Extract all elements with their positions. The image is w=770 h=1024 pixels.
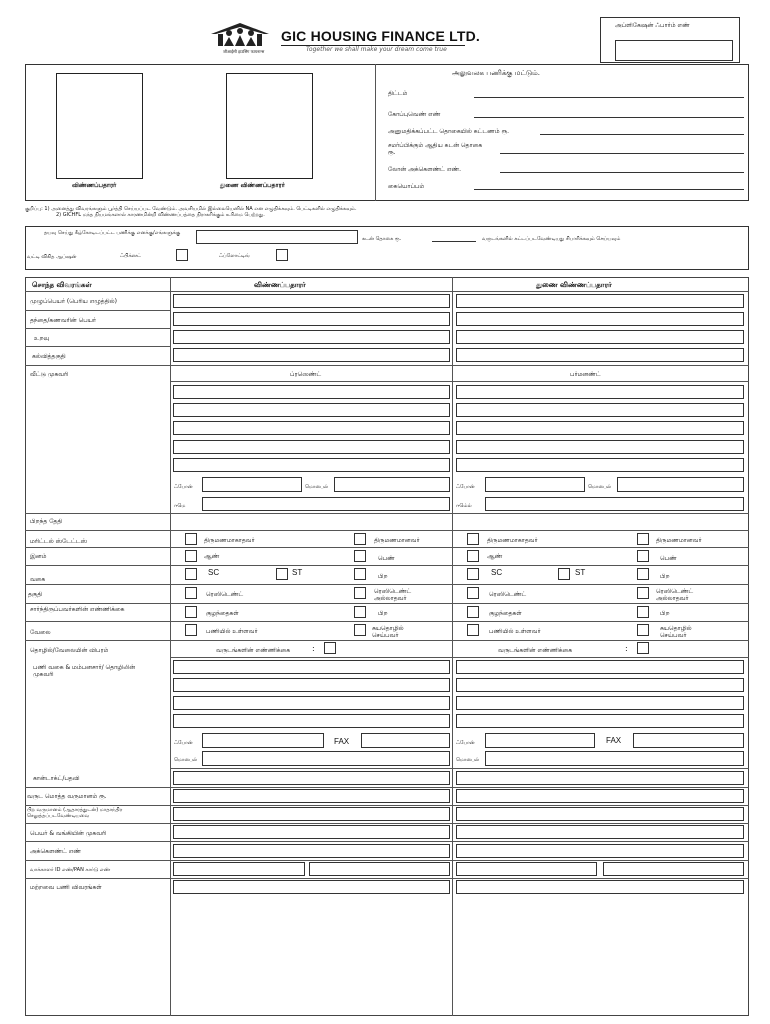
applicant-office-address-4[interactable] xyxy=(173,714,450,728)
label-marital-status: மரிட்டல் ஸ்டேட்டஸ் xyxy=(30,538,88,545)
company-name: GIC HOUSING FINANCE LTD. xyxy=(281,28,480,44)
applicant-email-label: ஈமெ xyxy=(174,503,186,509)
label-bank: பெயர் & வங்கியின் முகவரி xyxy=(30,830,107,837)
row-divider xyxy=(25,346,170,347)
row-divider xyxy=(25,328,170,329)
co-applicant-other-details-input[interactable] xyxy=(456,880,744,894)
row-divider xyxy=(170,381,749,382)
co-applicant-years-input[interactable] xyxy=(637,642,649,654)
applicant-resident-checkbox[interactable] xyxy=(185,587,197,599)
applicant-other-dependents-label: பிற xyxy=(378,610,388,617)
applicant-male-checkbox[interactable] xyxy=(185,550,197,562)
row-divider xyxy=(25,805,749,806)
co-applicant-fax-input[interactable] xyxy=(633,733,744,748)
co-applicant-other-dependents-label: பிற xyxy=(660,610,670,617)
floating-rate-checkbox[interactable] xyxy=(276,249,288,261)
co-applicant-resident-label: ரெஸிடெண்ட் xyxy=(489,591,527,598)
co-applicant-office-phone-input[interactable] xyxy=(485,733,595,748)
label-other-income: பிற வருமானம் (ஆதாரத்துடன்) மாதாந்திர செலுத்தப்படவேண்டியவை xyxy=(27,807,123,819)
applicant-office-address-2[interactable] xyxy=(173,678,450,692)
label-relation: உறவு xyxy=(34,335,50,342)
co-applicant-voter-id-input[interactable] xyxy=(456,862,597,876)
co-applicant-permanent-address-label: பர்மனண்ட் xyxy=(570,371,601,378)
applicant-married-label: திருமணமானவர் xyxy=(374,537,420,544)
row-divider xyxy=(25,860,749,861)
label-occupation: வேலை xyxy=(30,629,51,636)
label-education: கல்வித்தகுதி xyxy=(32,353,66,360)
application-number-input[interactable] xyxy=(615,40,733,61)
loan-amount-line[interactable] xyxy=(432,241,476,242)
co-applicant-photo-label: துணை விண்ணப்பதாரர் xyxy=(220,182,285,189)
applicant-photo-label: விண்ணப்பதாரர் xyxy=(72,182,117,189)
row-divider xyxy=(25,640,749,641)
personal-details-heading: சொந்த விவரங்கள் xyxy=(32,281,92,289)
co-applicant-children-label: குழந்தைகள் xyxy=(489,610,522,617)
applicant-other-category-checkbox[interactable] xyxy=(354,568,366,580)
office-field-loan-amount: சமர்ப்பிக்கும் ஆதிய கடன் தொகை ரூ. xyxy=(388,142,483,156)
loan-purpose-input[interactable] xyxy=(196,230,358,244)
co-applicant-other-category-label: பிற xyxy=(660,573,670,580)
applicant-present-address-label: ப்ரஸெண்ட் xyxy=(290,371,322,378)
office-file-no-line[interactable] xyxy=(474,117,744,118)
co-applicant-email-input[interactable] xyxy=(485,497,744,511)
note-line-2: 2) GICHFL மந்த நியமங்களால் காரணமின்றி விண்ணப்பத்தை நிராகரிக்கும் உரிமை பெற்றது. xyxy=(56,212,265,218)
row-divider xyxy=(25,547,749,548)
office-fee-line[interactable] xyxy=(540,134,744,135)
co-applicant-address-line-5[interactable] xyxy=(456,458,744,472)
co-applicant-other-dependents-checkbox[interactable] xyxy=(637,606,649,618)
applicant-sc-label: SC xyxy=(208,568,220,577)
co-applicant-column-heading: துணை விண்ணப்பதாரர் xyxy=(536,281,612,289)
co-applicant-phone-input[interactable] xyxy=(485,477,585,492)
application-number-label: அப்ளிகேஷன் ஃபார்ம் எண் xyxy=(615,22,690,29)
top-section-divider xyxy=(375,64,376,201)
applicant-unmarried-label: திருமணமாகாதவர் xyxy=(204,537,255,544)
application-number-panel xyxy=(600,17,740,63)
applicant-office-address-3[interactable] xyxy=(173,696,450,710)
applicant-address-line-3[interactable] xyxy=(173,421,450,435)
office-loan-amount-line[interactable] xyxy=(500,153,744,154)
co-applicant-married-label: திருமணமானவர் xyxy=(656,537,702,544)
label-address: வீட்டு முகவரி xyxy=(30,371,69,378)
co-applicant-education-input[interactable] xyxy=(456,348,744,362)
applicant-voter-id-input[interactable] xyxy=(173,862,305,876)
applicant-email-input[interactable] xyxy=(202,497,450,511)
applicant-st-checkbox[interactable] xyxy=(276,568,288,580)
co-applicant-mobile-label: மொபைல் xyxy=(588,484,612,490)
applicant-office-mobile-label: மொபைல் xyxy=(174,757,198,763)
co-applicant-male-label: ஆண் xyxy=(487,553,503,560)
row-divider xyxy=(25,565,749,566)
applicant-self-employed-label: சுயதொழில் செய்பவர் xyxy=(372,625,404,639)
label-contact: கான்டாக்ட்/பதவி xyxy=(33,775,80,782)
row-divider xyxy=(170,657,749,658)
applicant-salaried-label: பணியில் உள்ளவர் xyxy=(206,628,258,635)
office-field-scheme: திட்டம் xyxy=(388,90,408,97)
row-divider xyxy=(170,768,749,769)
co-applicant-address-line-3[interactable] xyxy=(456,421,744,435)
co-applicant-other-category-checkbox[interactable] xyxy=(637,568,649,580)
co-applicant-photo-box[interactable] xyxy=(226,73,313,179)
applicant-address-line-1[interactable] xyxy=(173,385,450,399)
fixed-rate-checkbox[interactable] xyxy=(176,249,188,261)
co-applicant-office-mobile-input[interactable] xyxy=(485,751,744,766)
applicant-relation-input[interactable] xyxy=(173,330,450,344)
applicant-office-phone-input[interactable] xyxy=(202,733,324,748)
applicant-account-input[interactable] xyxy=(173,844,450,858)
loan-amount-label: கடன் தொகை ரூ. xyxy=(362,236,402,242)
applicant-full-name-input[interactable] xyxy=(173,294,450,308)
co-applicant-years-label: வருடங்களின் எண்ணிக்கை xyxy=(498,647,573,654)
loan-period-label: வருடங்களில் கட்டப்படவேண்டியது சிபாரிக்கவும் செய்யவும் xyxy=(482,236,621,242)
applicant-other-category-label: பிற xyxy=(378,573,388,580)
applicant-female-label: பெண் xyxy=(378,555,395,562)
co-applicant-office-address-3[interactable] xyxy=(456,696,744,710)
table-col-divider-1 xyxy=(170,277,171,1016)
applicant-income-input[interactable] xyxy=(173,789,450,803)
applicant-st-label: ST xyxy=(292,568,303,577)
applicant-office-phone-label: ஃபோன் xyxy=(174,740,193,746)
company-logo xyxy=(209,22,271,52)
note-line-1: குறிப்பு: 1) அனைத்து விவரங்களும் பூர்த்தி செய்யப்பட வேண்டும். அவசியமில் இல்லையெனில் NA என எழுதிக்கவும். பெட்டிகளில் எழுதிக்கவும். xyxy=(25,206,357,212)
co-applicant-office-address-2[interactable] xyxy=(456,678,744,692)
applicant-phone-input[interactable] xyxy=(202,477,302,492)
co-applicant-mobile-input[interactable] xyxy=(617,477,744,492)
applicant-resident-label: ரெஸிடெண்ட் xyxy=(206,591,244,598)
co-applicant-sc-checkbox[interactable] xyxy=(467,568,479,580)
table-header-underline xyxy=(25,291,749,292)
co-applicant-account-input[interactable] xyxy=(456,844,744,858)
co-applicant-non-resident-checkbox[interactable] xyxy=(637,587,649,599)
applicant-address-line-5[interactable] xyxy=(173,458,450,472)
co-applicant-income-input[interactable] xyxy=(456,789,744,803)
logo-subtext: जीआईसी हाउसिंग फायनान्स xyxy=(223,49,265,54)
applicant-female-checkbox[interactable] xyxy=(354,550,366,562)
co-applicant-unmarried-label: திருமணமாகாதவர் xyxy=(487,537,538,544)
loan-intro: தயவு செய்து கீழ்கோடிடப்பட்ட பணிக்கு எனக்கு/எங்களுக்கு xyxy=(44,230,181,236)
co-applicant-resident-checkbox[interactable] xyxy=(467,587,479,599)
applicant-pan-input[interactable] xyxy=(309,862,450,876)
co-applicant-female-checkbox[interactable] xyxy=(637,550,649,562)
office-field-loan-account: லோன் அக்கௌண்ட் எண். xyxy=(388,166,462,173)
row-divider xyxy=(25,530,749,531)
label-other-details: மற்றவை பணி விவரங்கள் xyxy=(30,884,102,891)
office-field-file-no: கோப்புவெண் எண் xyxy=(388,111,441,118)
row-divider xyxy=(25,878,749,879)
office-scheme-line[interactable] xyxy=(474,97,744,98)
applicant-unmarried-checkbox[interactable] xyxy=(185,533,197,545)
office-loan-account-line[interactable] xyxy=(500,172,744,173)
applicant-contact-input[interactable] xyxy=(173,771,450,785)
applicant-non-resident-label: ரெஸிடெண்ட் அல்லாதவர் xyxy=(374,588,412,602)
applicant-other-income-input[interactable] xyxy=(173,807,450,821)
co-applicant-office-phone-label: ஃபோன் xyxy=(456,740,475,746)
label-account-number: அக்கௌண்ட் எண் xyxy=(30,848,82,855)
applicant-mobile-label: மொபைல் xyxy=(305,484,329,490)
co-applicant-salaried-label: பணியில் உள்ளவர் xyxy=(489,628,541,635)
co-applicant-full-name-input[interactable] xyxy=(456,294,744,308)
co-applicant-pan-input[interactable] xyxy=(603,862,744,876)
applicant-office-mobile-input[interactable] xyxy=(202,751,450,766)
label-father-name: தந்தை/கணவரின் பெயர் xyxy=(30,317,97,324)
co-applicant-address-line-4[interactable] xyxy=(456,440,744,454)
office-signature-line[interactable] xyxy=(474,189,744,190)
office-field-signature: கையொப்பம் xyxy=(388,183,425,190)
co-applicant-unmarried-checkbox[interactable] xyxy=(467,533,479,545)
row-divider xyxy=(25,310,170,311)
applicant-other-details-input[interactable] xyxy=(173,880,450,894)
co-applicant-contact-input[interactable] xyxy=(456,771,744,785)
co-applicant-st-label: ST xyxy=(575,568,586,577)
applicant-father-name-input[interactable] xyxy=(173,312,450,326)
row-divider xyxy=(25,603,749,604)
co-applicant-self-employed-checkbox[interactable] xyxy=(637,624,649,636)
applicant-male-label: ஆண் xyxy=(204,553,220,560)
co-applicant-father-name-input[interactable] xyxy=(456,312,744,326)
applicant-mobile-input[interactable] xyxy=(334,477,450,492)
co-applicant-email-label: ஈமெ்ல் xyxy=(456,503,472,509)
label-pan: வாக்காளர் ID எண்/PAN கார்டு எண் xyxy=(30,867,111,873)
applicant-fax-label: FAX xyxy=(334,737,350,746)
applicant-photo-box[interactable] xyxy=(56,73,143,179)
co-applicant-sc-label: SC xyxy=(491,568,503,577)
row-divider xyxy=(25,841,749,842)
row-divider xyxy=(25,513,749,514)
label-annual-income: வருட மொத்த வருமானம் ரூ. xyxy=(27,793,107,800)
row-divider xyxy=(25,823,749,824)
co-applicant-non-resident-label: ரெஸிடெண்ட் அல்லாதவர் xyxy=(656,588,694,602)
co-applicant-office-mobile-label: மொபைல் xyxy=(456,757,480,763)
office-use-title: அலுவலக பணிக்கு மட்டும். xyxy=(452,69,541,77)
row-divider xyxy=(25,787,749,788)
co-applicant-bank-input[interactable] xyxy=(456,825,744,839)
label-employer: தொழில்/வேலையின் விபரம் xyxy=(30,647,109,654)
co-applicant-salaried-checkbox[interactable] xyxy=(467,624,479,636)
label-office-address: பணி வகை & மம்பனசார்/ தொழிலின் முகவரி xyxy=(33,664,136,678)
applicant-children-label: குழந்தைகள் xyxy=(206,610,239,617)
co-applicant-office-address-4[interactable] xyxy=(456,714,744,728)
label-full-name: முழுப்பெயர் (பெரிய எழுத்தில்) xyxy=(30,298,117,305)
co-applicant-female-label: பெண் xyxy=(660,555,677,562)
co-applicant-years-colon: : xyxy=(625,644,628,653)
applicant-salaried-checkbox[interactable] xyxy=(185,624,197,636)
co-applicant-fax-label: FAX xyxy=(606,736,622,745)
applicant-married-checkbox[interactable] xyxy=(354,533,366,545)
fixed-rate-label: ஃபிக்ஸட் xyxy=(120,253,142,259)
label-residential-status: தகுதி xyxy=(28,591,43,598)
row-divider xyxy=(25,365,749,366)
applicant-column-heading: விண்ணப்பதாரர் xyxy=(254,281,306,289)
co-applicant-office-address-1[interactable] xyxy=(456,660,744,674)
row-divider xyxy=(25,621,749,622)
applicant-education-input[interactable] xyxy=(173,348,450,362)
applicant-years-colon: : xyxy=(312,644,315,653)
label-category: வகை xyxy=(30,576,46,583)
applicant-children-checkbox[interactable] xyxy=(185,606,197,618)
co-applicant-other-income-input[interactable] xyxy=(456,807,744,821)
applicant-office-address-1[interactable] xyxy=(173,660,450,674)
co-applicant-phone-label: ஃபோன் xyxy=(456,484,475,490)
applicant-fax-input[interactable] xyxy=(361,733,450,748)
company-tagline: Together we shall make your dream come true xyxy=(306,46,447,53)
co-applicant-children-checkbox[interactable] xyxy=(467,606,479,618)
office-field-fee: அனுமதிக்கப்பட்ட தொகையில் கட்டணம் ரூ. xyxy=(388,128,510,135)
co-applicant-married-checkbox[interactable] xyxy=(637,533,649,545)
co-applicant-address-line-2[interactable] xyxy=(456,403,744,417)
applicant-address-line-2[interactable] xyxy=(173,403,450,417)
co-applicant-relation-input[interactable] xyxy=(456,330,744,344)
co-applicant-st-checkbox[interactable] xyxy=(558,568,570,580)
label-dob: பிறந்த தேதி xyxy=(30,518,63,525)
applicant-years-label: வருடங்களின் எண்ணிக்கை xyxy=(216,647,291,654)
table-col-divider-2 xyxy=(452,277,453,1016)
applicant-phone-label: ஃபோன் xyxy=(174,484,193,490)
applicant-self-employed-checkbox[interactable] xyxy=(354,624,366,636)
applicant-sc-checkbox[interactable] xyxy=(185,568,197,580)
applicant-years-input[interactable] xyxy=(324,642,336,654)
applicant-bank-input[interactable] xyxy=(173,825,450,839)
label-dependents: சார்ந்திருப்பவர்களின் எண்ணிக்கை xyxy=(30,606,125,613)
applicant-other-dependents-checkbox[interactable] xyxy=(354,606,366,618)
applicant-non-resident-checkbox[interactable] xyxy=(354,587,366,599)
floating-rate-label: ஃப்ளோட்டிங் xyxy=(219,253,250,259)
row-divider xyxy=(25,584,749,585)
applicant-address-line-4[interactable] xyxy=(173,440,450,454)
co-applicant-self-employed-label: சுயதொழில் செய்பவர் xyxy=(660,625,692,639)
interest-rate-option-label: வட்டி விகித ஆப்ஷன் xyxy=(27,254,77,260)
co-applicant-male-checkbox[interactable] xyxy=(467,550,479,562)
label-gender: இனம் xyxy=(30,553,47,560)
co-applicant-address-line-1[interactable] xyxy=(456,385,744,399)
